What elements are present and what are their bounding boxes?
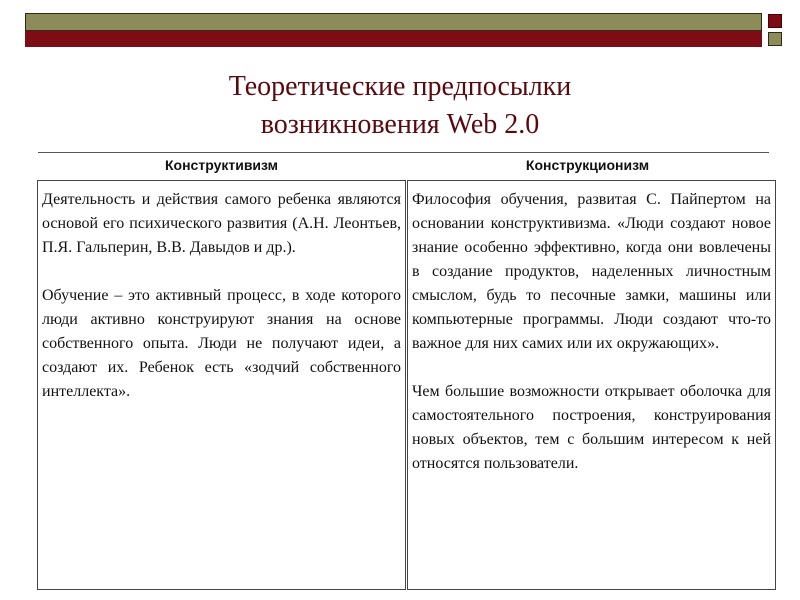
slide-title [0, 68, 800, 144]
header-bar-olive [25, 13, 762, 31]
constructionism-paragraph-1: Философия обучения, развитая С. Пайпертом на основании конструктивизма. «Люди создают новое знание особенно эффективно, когда они вовлечены в создание продуктов, наделенных личностным смыслом, будь то песочные замки, машины или компьютерные программы. Люди создают что-то важное для них самих или их окружающих». [412, 191, 771, 352]
slide-title-line-1: Теоретические предпосылки [228, 71, 572, 102]
header-bar-red [25, 31, 762, 47]
corner-square-red [768, 14, 782, 28]
constructionism-text-box [407, 180, 776, 590]
constructivism-paragraph-1: Деятельность и действия самого ребенка являются основой его психического развития (А.Н. Леонтьев, П.Я. Гальперин, В.В. Давыдов и др.). [42, 191, 401, 256]
header-divider [38, 152, 769, 153]
constructivism-paragraph-2: Обучение – это активный процесс, в ходе которого люди активно конструируют знания на основе собственного опыта. Люди не получают идеи, а создают их. Ребенок есть «зодчий собственного интеллекта». [42, 287, 401, 400]
column-header-constructivism: Конструктивизм [165, 157, 278, 173]
constructionism-paragraph-2: Чем большие возможности открывает оболочка для самостоятельного построения, конструирования новых объектов, тем с большим интересом к ней относятся пользователи. [412, 383, 771, 472]
constructivism-text-box [37, 180, 406, 590]
column-header-constructionism: Конструкционизм [525, 157, 650, 173]
slide-title-line-2: возникновения Web 2.0 [260, 109, 540, 140]
corner-square-olive [768, 32, 782, 46]
